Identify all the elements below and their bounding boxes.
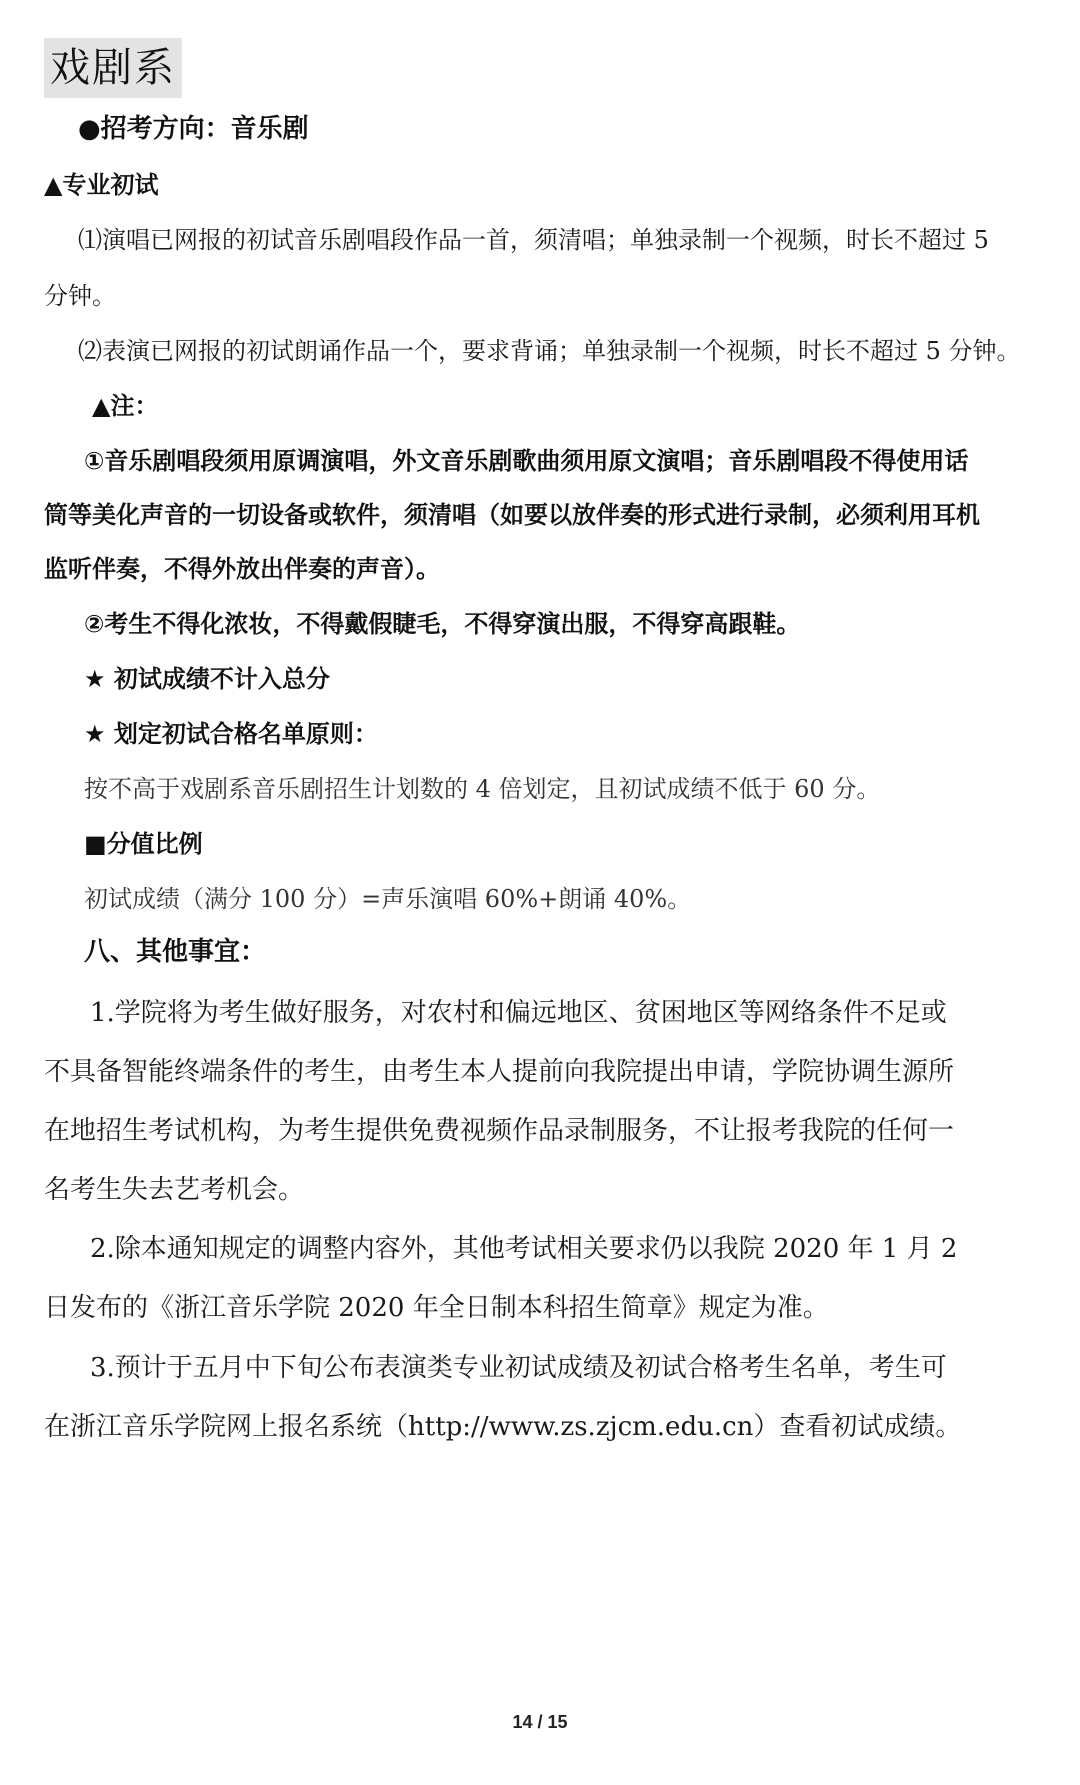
notes-heading: ▲注： [92,392,159,420]
other-item-1-line-4: 名考生失去艺考机会。 [44,1175,305,1205]
other-item-2-line-1: 2.除本通知规定的调整内容外，其他考试相关要求仍以我院 2020 年 1 月 2 [90,1234,958,1264]
other-item-1-line-1: 1.学院将为考生做好服务，对农村和偏远地区、贫困地区等网络条件不足或 [90,998,947,1028]
page-number: 14 / 15 [512,1712,568,1732]
note-1-line-2: 筒等美化声音的一切设备或软件，须清唱（如要以放伴奏的形式进行录制，必须利用耳机 [44,501,980,529]
department-title: 戏剧系 [44,38,182,98]
star-note-qualification-rule: ★ 划定初试合格名单原则： [84,720,378,748]
note-2: ②考生不得化浓妆，不得戴假睫毛，不得穿演出服，不得穿高跟鞋。 [84,610,801,638]
preliminary-heading: ▲专业初试 [44,171,159,199]
direction-heading: ●招考方向：音乐剧 [78,114,309,144]
other-item-2-line-2: 日发布的《浙江音乐学院 2020 年全日制本科招生简章》规定为准。 [44,1293,829,1323]
score-ratio-text: 初试成绩（满分 100 分）=声乐演唱 60%+朗诵 40%。 [84,885,692,913]
preliminary-item-2: ⑵表演已网报的初试朗诵作品一个，要求背诵；单独录制一个视频，时长不超过 5 分钟。 [78,337,1021,365]
score-ratio-heading: ■分值比例 [84,830,203,858]
qualification-rule-text: 按不高于戏剧系音乐剧招生计划数的 4 倍划定，且初试成绩不低于 60 分。 [84,775,881,803]
other-matters-heading: 八、其他事宜： [84,937,267,967]
other-item-3-line-2: 在浙江音乐学院网上报名系统（http://www.zs.zjcm.edu.cn）查看初试成绩。 [44,1412,962,1442]
note-1-line-1: ①音乐剧唱段须用原调演唱，外文音乐剧歌曲须用原文演唱；音乐剧唱段不得使用话 [84,447,969,475]
other-item-1-line-2: 不具备智能终端条件的考生，由考生本人提前向我院提出申请，学院协调生源所 [44,1057,955,1087]
preliminary-item-1-line-2: 分钟。 [44,282,116,310]
other-item-1-line-3: 在地招生考试机构，为考生提供免费视频作品录制服务，不让报考我院的任何一 [44,1116,955,1146]
star-note-score-excluded: ★ 初试成绩不计入总分 [84,665,330,693]
other-item-3-line-1: 3.预计于五月中下旬公布表演类专业初试成绩及初试合格考生名单，考生可 [90,1353,947,1383]
preliminary-item-1-line-1: ⑴演唱已网报的初试音乐剧唱段作品一首，须清唱；单独录制一个视频，时长不超过 5 [78,226,989,254]
note-1-line-3: 监听伴奏，不得外放出伴奏的声音）。 [44,555,440,583]
